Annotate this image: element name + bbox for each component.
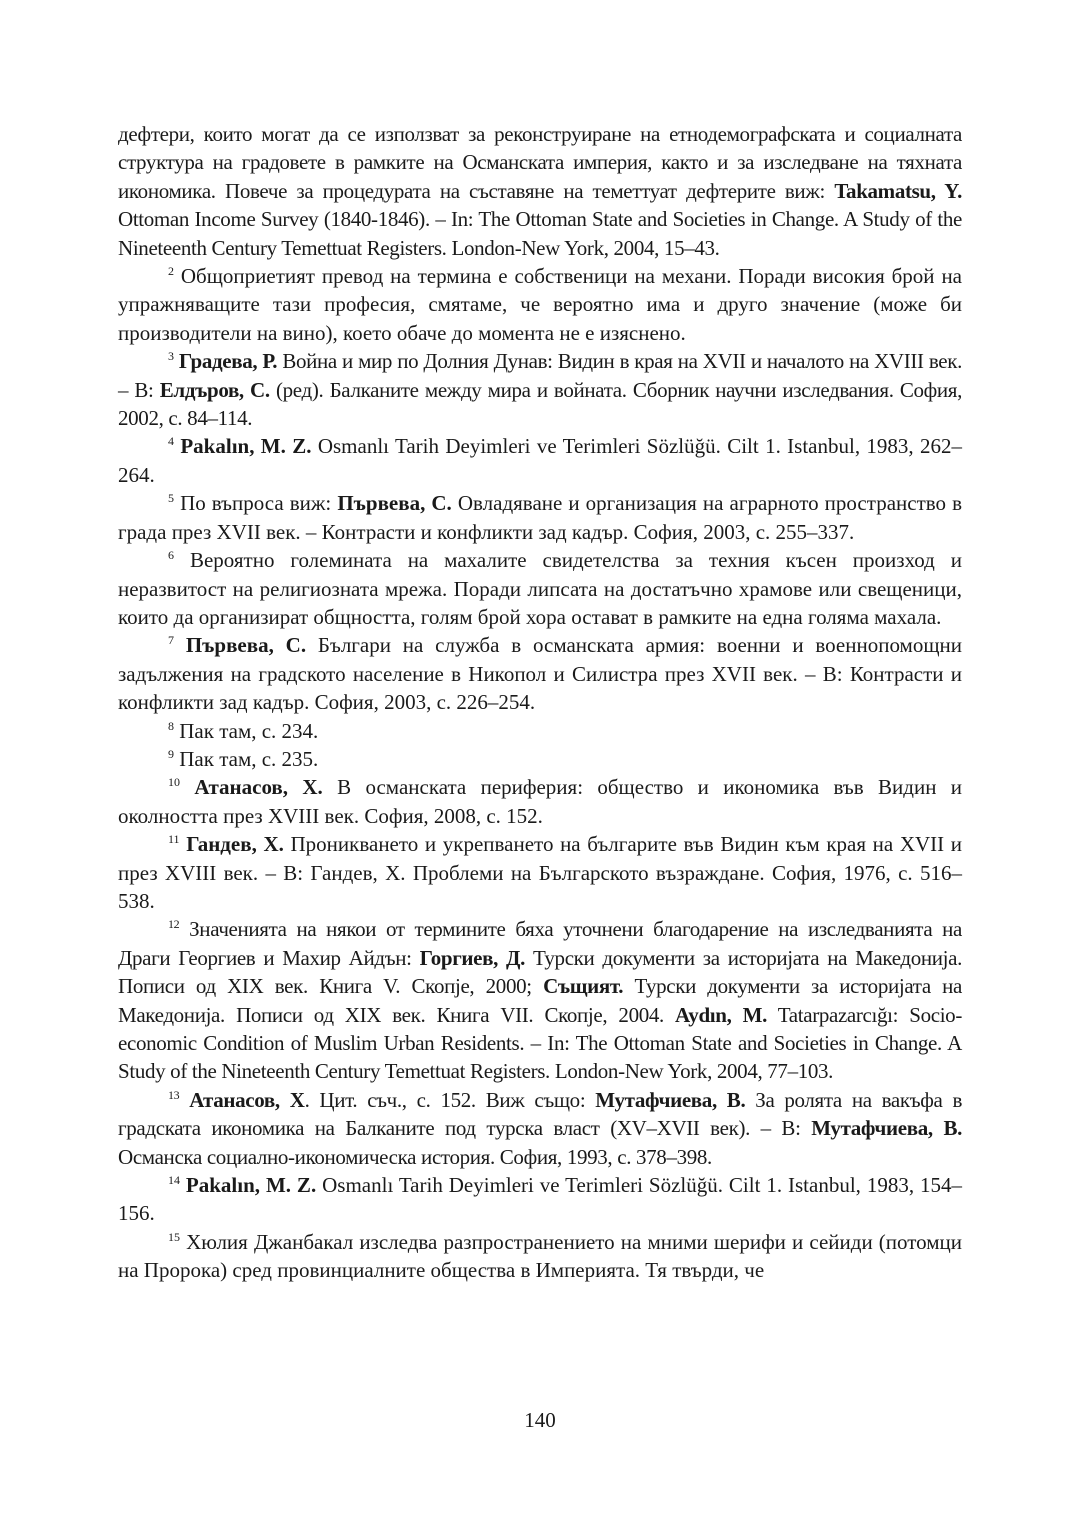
footnote-6 — [118, 546, 962, 631]
text-run: Пак там, с. 235. — [179, 746, 319, 771]
footnote-4 — [118, 432, 962, 489]
text-run: . Цит. съч., с. 152. Виж също: — [304, 1087, 596, 1112]
footnote-7 — [118, 631, 962, 716]
footnotes-list — [118, 262, 962, 1285]
text-run: Хюлия Джанбакал изследва разпространението на мними шерифи и сейиди (потомци на Пророка) сред провинциалните общества в Империята. Тя твърди, че — [118, 1229, 963, 1283]
text-run: Ottoman Income Survey (1840-1846). – In: The Ottoman State and Societies in Change. A Study of the Nineteenth Century Temettuat Registers. London-New York, 2004, 15–43. — [118, 207, 962, 260]
footnote-number: 8 — [168, 718, 174, 733]
text-run: Osmanlı Tarih Deyimleri ve Terimleri Sözlüğü. Cilt 1. Istanbul, 1983, 154–156. — [118, 1173, 963, 1226]
text-run: Българи на служба в османската армия: военни и военнопомощни задължения на градското население в Никопол и Силистра през XVII век. – В: Контрасти и конфликти зад кадър. София, 2003, с. 226–254. — [118, 633, 962, 715]
page-number: 140 — [524, 1408, 556, 1432]
footnote-15 — [118, 1228, 962, 1285]
author-name: Aydın, M. — [675, 1002, 767, 1027]
author-name: Pakalın, M. Z. — [180, 434, 312, 459]
author-name: Елдъров, С. — [159, 377, 270, 402]
text-run: Osmanlı Tarih Deyimleri ve Terimleri Sözlüğü. Cilt 1. Istanbul, 1983, 262–264. — [118, 434, 963, 487]
footnote-13 — [118, 1086, 962, 1171]
text-run: Значенията на някои от термините бяха уточнени благодарение на изследванията на Драги Георгиев и Махир Айдън: — [118, 917, 962, 970]
text-run: Tatarpazarcığı: Socio-economic Condition of Muslim Urban Residents. – In: The Ottoman State and Societies in Change. A Study of the Nineteenth Century Temettuat Registers. London-New York, 2004, 77–103. — [118, 1002, 962, 1084]
footnote-number: 5 — [168, 491, 174, 506]
footnote-3 — [118, 347, 962, 432]
text-run: Проникването и укрепването на българите във Видин към края на XVII и през XVIII век. – В: Гандев, Х. Проблеми на Българското възраждане. София, 1976, с. 516–538. — [118, 832, 962, 913]
page-body — [118, 120, 962, 1285]
author-name: Атанасов, Х — [189, 1087, 305, 1112]
text-run: По въпроса виж: — [180, 491, 338, 516]
footnote-5 — [118, 489, 962, 546]
footnote-number: 12 — [168, 917, 180, 932]
footnote-2 — [118, 262, 962, 347]
footnote-number: 9 — [168, 746, 174, 761]
footnote-number: 2 — [168, 264, 174, 279]
text-run: Турски документи за историјата на Македонија. Пописи од XIX век. Книга VII. Скопје, 2004. — [118, 974, 962, 1027]
footnote-number: 11 — [168, 832, 180, 847]
footnote-number: 3 — [168, 349, 174, 364]
author-name: Атанасов, Х. — [194, 775, 323, 800]
author-name: Градева, Р. — [178, 349, 278, 374]
footnote-number: 10 — [168, 775, 180, 790]
text-run: Овладяване и организация на аграрното пространство в града през XVII век. – Контрасти и конфликти зад кадър. София, 2003, с. 255–337. — [118, 491, 962, 544]
author-name: Takamatsu, Y. — [834, 178, 962, 203]
text-run: Вероятно големината на махалите свидетелства за техния късен произход и неразвитост на религиозната мрежа. Поради липсата на достатъчно храмове или свещеници, които да организират общността, голям брой хора остават в рамките на една голяма махала. — [118, 548, 963, 629]
author-name: Гандев, Х. — [186, 832, 284, 857]
footnote-number: 4 — [168, 434, 174, 449]
text-run: (ред). Балканите между мира и войната. Сборник научни изследвания. София, 2002, с. 84–114. — [118, 377, 963, 431]
footnote-10 — [118, 773, 962, 830]
author-name: Първева, С. — [185, 633, 307, 658]
author-name: Първева, С. — [337, 491, 452, 516]
text-run: дефтери, които могат да се използват за реконструиране на етнодемографската и социалната структура на градовете в рамките на Османската империя, както и за изследване на тяхната икономика. Повече за процедурата на съставяне на теметтуат дефтерите виж: — [118, 122, 962, 203]
footnote-12 — [118, 915, 962, 1085]
continuation-paragraph — [118, 120, 962, 262]
author-name: Същият. — [543, 974, 624, 999]
text-run: Пак там, с. 234. — [179, 718, 319, 743]
footnote-number: 6 — [168, 548, 174, 563]
author-name: Горгиев, Д. — [419, 945, 525, 970]
author-name: Мутафчиева, В. — [595, 1087, 746, 1112]
text-run: За ролята на вакъфа в градската икономика на Балканите под турска власт (XV–XVII век). – В: — [118, 1087, 963, 1141]
footnote-14 — [118, 1171, 962, 1228]
text-run: Османска социално-икономическа история. София, 1993, с. 378–398. — [118, 1144, 712, 1169]
text-run: Война и мир по Долния Дунав: Видин в края на XVII и началото на XVIII век. – В: — [118, 349, 962, 402]
text-run: В османската периферия: общество и икономика във Видин и околността през XVIII век. София, 2008, с. 152. — [118, 775, 962, 828]
text-run: Турски документи за историјата на Македонија. Пописи од XIX век. Книга V. Скопје, 2000; — [118, 945, 963, 999]
footnote-11 — [118, 830, 962, 915]
footnote-number: 7 — [168, 633, 174, 648]
author-name: Мутафчиева, В. — [811, 1116, 963, 1141]
footnote-number: 15 — [168, 1229, 180, 1244]
text-run: Общоприетият превод на термина е собственици на механи. Поради високия брой на упражняващите тази професия, смятаме, че вероятно има и друго значение (може би производители на вино), което обаче до момента не е изяснено. — [118, 264, 962, 345]
author-name: Pakalın, M. Z. — [185, 1173, 317, 1198]
footnote-number: 13 — [168, 1087, 180, 1102]
footnote-number: 14 — [168, 1173, 180, 1188]
footnote-8 — [118, 717, 962, 745]
footnote-9 — [118, 745, 962, 773]
